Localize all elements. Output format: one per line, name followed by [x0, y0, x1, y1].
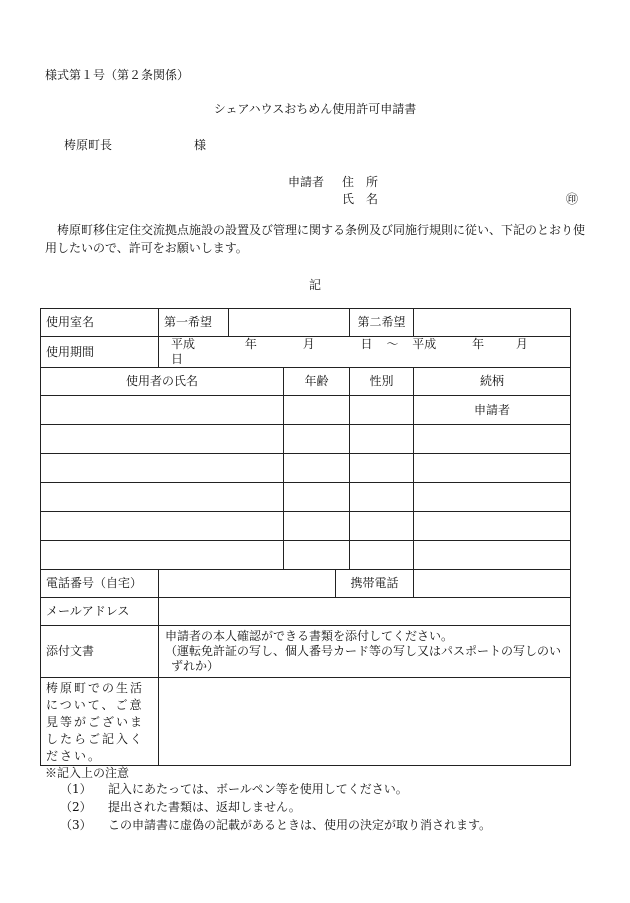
note-text: この申請書に虚偽の記載があるときは、使用の決定が取り消されます。 — [108, 818, 492, 832]
opinion-field[interactable] — [159, 678, 571, 766]
header-age: 年齢 — [284, 368, 350, 396]
note-text: 記入にあたっては、ボールペン等を使用してください。 — [108, 782, 408, 796]
user-name-cell[interactable] — [41, 396, 284, 425]
first-choice-label: 第一希望 — [159, 309, 229, 337]
name-label: 氏 名 — [342, 192, 379, 206]
attachment-note — [159, 626, 571, 678]
user-name-cell[interactable] — [41, 541, 284, 570]
list-item — [60, 780, 491, 798]
email-label: メールアドレス — [41, 598, 159, 626]
room-label: 使用室名 — [41, 309, 159, 337]
note-text: 提出された書類は、返却しません。 — [108, 800, 301, 814]
age-cell[interactable] — [284, 425, 350, 454]
header-user-name: 使用者の氏名 — [41, 368, 284, 396]
second-choice-field[interactable] — [414, 309, 571, 337]
period-month-end: 月 — [515, 337, 528, 351]
address-label: 住 所 — [342, 175, 379, 189]
gender-cell[interactable] — [350, 454, 414, 483]
gender-cell[interactable] — [350, 541, 414, 570]
mobile-phone-field[interactable] — [414, 570, 571, 598]
email-field[interactable] — [159, 598, 571, 626]
relation-cell[interactable] — [414, 512, 571, 541]
notes-list — [60, 780, 491, 834]
relation-cell[interactable] — [414, 483, 571, 512]
relation-cell[interactable]: 申請者 — [414, 396, 571, 425]
attachment-line-2: （運転免許証の写し、個人番号カード等の写し又はパスポートの写しのいずれか） — [165, 644, 562, 673]
note-number: （2） — [60, 800, 92, 814]
period-tilde: ～ — [386, 337, 399, 351]
user-name-cell[interactable] — [41, 425, 284, 454]
list-item — [60, 816, 491, 834]
period-year-start: 年 — [244, 337, 257, 351]
period-field[interactable] — [159, 337, 571, 368]
table-row — [41, 454, 571, 483]
home-phone-label: 電話番号（自宅） — [41, 570, 159, 598]
period-day-start: 日 — [360, 337, 373, 351]
gender-cell[interactable] — [350, 483, 414, 512]
period-day-end: 日 — [171, 352, 184, 366]
table-row — [41, 483, 571, 512]
user-name-cell[interactable] — [41, 512, 284, 541]
seal-mark: ㊞ — [566, 192, 579, 206]
relation-cell[interactable] — [414, 541, 571, 570]
addressee-name: 梼原町長 — [64, 138, 113, 152]
age-cell[interactable] — [284, 396, 350, 425]
application-table — [40, 308, 571, 766]
table-row — [41, 512, 571, 541]
form-number: 様式第１号（第２条関係） — [45, 68, 190, 82]
note-number: （3） — [60, 818, 92, 832]
period-era-end: 平成 — [412, 337, 437, 351]
form-title: シェアハウスおちめん使用許可申請書 — [213, 102, 417, 116]
age-cell[interactable] — [284, 512, 350, 541]
user-name-cell[interactable] — [41, 483, 284, 512]
table-row — [41, 541, 571, 570]
second-choice-label: 第二希望 — [350, 309, 414, 337]
header-gender: 性別 — [350, 368, 414, 396]
table-row — [41, 396, 571, 425]
age-cell[interactable] — [284, 541, 350, 570]
relation-cell[interactable] — [414, 454, 571, 483]
note-number: （1） — [60, 782, 92, 796]
attachment-label: 添付文書 — [41, 626, 159, 678]
addressee-suffix: 様 — [194, 138, 207, 152]
period-year-end: 年 — [472, 337, 485, 351]
application-body: 梼原町移住定住交流拠点施設の設置及び管理に関する条例及び同施行規則に従い、下記のとおり使用したいので、許可をお願いします。 — [45, 223, 586, 255]
mobile-phone-label: 携帯電話 — [336, 570, 414, 598]
period-era-start: 平成 — [171, 337, 196, 351]
applicant-label: 申請者 — [288, 175, 325, 189]
user-name-cell[interactable] — [41, 454, 284, 483]
notes-title: ※記入上の注意 — [45, 766, 130, 780]
period-label: 使用期間 — [41, 337, 159, 368]
period-month-start: 月 — [302, 337, 315, 351]
list-item — [60, 798, 491, 816]
gender-cell[interactable] — [350, 396, 414, 425]
ki-label: 記 — [308, 278, 321, 292]
age-cell[interactable] — [284, 454, 350, 483]
attachment-line-1: 申請者の本人確認ができる書類を添付してください。 — [165, 629, 454, 643]
age-cell[interactable] — [284, 483, 350, 512]
table-row — [41, 425, 571, 454]
gender-cell[interactable] — [350, 425, 414, 454]
gender-cell[interactable] — [350, 512, 414, 541]
home-phone-field[interactable] — [159, 570, 336, 598]
relation-cell[interactable] — [414, 425, 571, 454]
first-choice-field[interactable] — [229, 309, 350, 337]
header-relation: 続柄 — [414, 368, 571, 396]
opinion-label: 梼原町での生活について、ご意見等がございましたらご記入ください。 — [41, 678, 159, 766]
